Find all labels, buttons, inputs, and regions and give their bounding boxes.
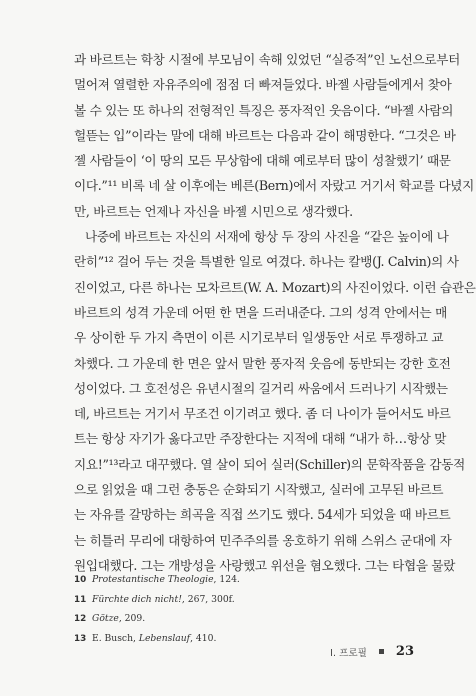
footnotes: [74, 570, 414, 648]
text-line: 란히”¹² 걸어 두는 것을 특별한 일로 여겼다. 하나는 칼뱅(J. Calvin)의 사: [74, 254, 459, 270]
text-line: 데, 바르트는 거기서 무조건 이기려고 했다. 좀 더 나이가 들어서도 바르: [74, 406, 451, 422]
footnote-number: 11: [74, 594, 87, 605]
footnote-number: 12: [74, 614, 87, 624]
text-line: 트는 항상 자기가 옳다고만 주장한다는 지적에 대해 “내가 하…항상 맞: [74, 431, 447, 447]
body-text: [74, 47, 476, 578]
footnote: [74, 570, 414, 590]
text-line: 지요!”¹³라고 대꾸했다. 열 살이 되어 실러(Schiller)의 문학작품을 감동적: [74, 456, 465, 472]
footnote-number: 13: [74, 633, 87, 644]
page-number: 23: [395, 644, 414, 659]
text-line: 이다.”¹¹ 비록 네 살 이후에는 베른(Bern)에서 자랐고 거기서 학교를 다녔지: [74, 178, 475, 194]
text-line: 우 상이한 두 가지 측면이 이른 시기로부터 일생동안 서로 투쟁하고 교: [74, 330, 444, 346]
text-line: 볼 수 있는 또 하나의 전형적인 특징은 풍자적인 웃음이다. “바젤 사람의: [74, 102, 454, 118]
page-footer: [330, 644, 414, 659]
footnote: [74, 609, 414, 629]
text-line: 차했다. 그 가운데 한 면은 앞서 말한 풍자적 웃음에 동반되는 강한 호전: [74, 355, 451, 371]
text-line: 는 히틀러 무리에 대항하여 민주주의를 옹호하기 위해 스위스 군대에 자: [74, 532, 452, 548]
footnote: [74, 590, 414, 610]
text-line: 는 자유를 갈망하는 희곡을 직접 쓰기도 했다. 54세가 되었을 때 바르트: [74, 507, 451, 523]
text-line: 성이었다. 그 호전성은 유년시절의 길거리 싸움에서 드러나기 시작했는: [74, 380, 448, 396]
text-line: 과 바르트는 학창 시절에 부모님이 속해 있었던 “실증적”인 노선으로부터: [74, 52, 461, 67]
text-line: 젤 사람들이 ‘이 땅의 모든 무상함에 대해 예로부터 많이 성찰했기’ 때문: [74, 153, 451, 169]
text-line: 바르트의 성격 가운데 어떤 한 면을 드러내준다. 그의 성격 안에서는 매: [74, 304, 447, 320]
text-line: 헐뜯는 입”이라는 말에 대해 바르트는 다음과 같이 해명한다. “그것은 바: [74, 127, 456, 143]
text-line: 진이었고, 다른 하나는 모차르트(W. A. Mozart)의 사진이었다. 이런 습관은: [74, 279, 476, 295]
text-line: 만, 바르트는 언제나 자신을 바젤 시민으로 생각했다.: [74, 203, 353, 219]
footnote-text: Götze, 209.: [92, 613, 146, 624]
footnote-number: 10: [74, 575, 87, 585]
footnote-text: E. Busch, Lebenslauf, 410.: [92, 632, 217, 644]
text-line: 나중에 바르트는 자신의 서재에 항상 두 장의 사진을 “같은 높이에 나: [85, 229, 449, 245]
text-line: 멀어져 열렬한 자유주의에 점점 더 빠져들었다. 바젤 사람들에게서 찾아: [74, 77, 452, 93]
square-separator-icon: [379, 649, 384, 654]
footnote-text: Fürchte dich nicht!, 267, 300f.: [92, 593, 235, 605]
chapter-label: I. 프로필: [330, 647, 367, 659]
text-line: 원입대했다. 그는 개방성을 사랑했고 위선을 혐오했다. 그는 타협을 물랐: [74, 557, 456, 573]
text-line: 으로 읽었을 때 그런 충동은 순화되기 시작했고, 실러에 고무된 바르트: [74, 482, 444, 498]
footnote-text: Protestantische Theologie, 124.: [92, 574, 240, 585]
